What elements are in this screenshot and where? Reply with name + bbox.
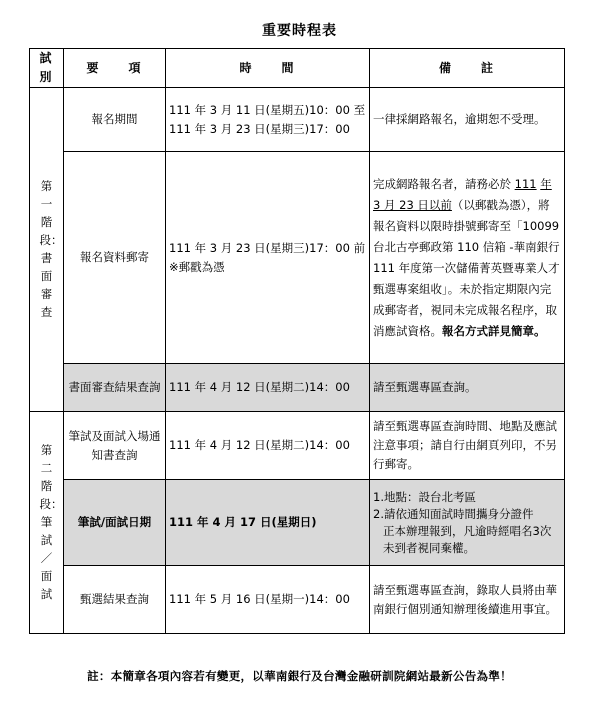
note-cell: 請至甄選專區查詢，錄取人員將由華南銀行個別通知辦理後續進用事宜。 (370, 566, 565, 634)
stage-two-cell (30, 412, 64, 634)
note-line: 1.地點：設台北考區 (373, 489, 476, 504)
time-cell (166, 88, 370, 152)
item-cell: 筆試及面試入場通知書查詢 (64, 412, 166, 480)
note-cell (370, 480, 565, 566)
note-line: 未到者視同棄權。 (383, 540, 475, 555)
note-text: 完成網路報名者，請務必於 (373, 176, 515, 191)
time-line: 111 年 3 月 23 日(星期三)17：00 前 (169, 240, 366, 255)
note-cell: 一律採網路報名，逾期恕不受理。 (370, 88, 565, 152)
table-row (30, 480, 565, 566)
header-row (30, 49, 565, 88)
time-cell: 111 年 4 月 12 日(星期二)14：00 (166, 412, 370, 480)
stage-one-cell (30, 88, 64, 412)
stage-one-label: 第一階段：書面審查 (39, 179, 63, 319)
note-text: （以郵戳為憑），將報名資料以限時掛號郵寄至「10099 台北古亭郵政第 110 信箱 -華南銀行 111 年度第一次儲備菁英暨專業人才甄選專案組收」。未於指定期限內完成郵寄者，視同未完成報名程序，取消應試資格。 (373, 197, 560, 338)
header-time: 時 間 (166, 49, 370, 88)
time-cell: 111 年 5 月 16 日(星期一)14：00 (166, 566, 370, 634)
note-cell (370, 152, 565, 364)
table-row (30, 152, 565, 364)
table-row (30, 88, 565, 152)
schedule-table (29, 48, 565, 634)
table-row (30, 364, 565, 412)
note-line: 正本辦理報到，凡逾時經唱名3次 (383, 523, 552, 538)
footer-note: 註：本簡章各項內容若有變更，以華南銀行及台灣金融研訓院網站最新公告為準！ (87, 669, 512, 683)
header-note: 備 註 (370, 49, 565, 88)
time-cell: 111 年 4 月 12 日(星期二)14：00 (166, 364, 370, 412)
time-line: ※郵戳為憑 (169, 259, 225, 274)
table-row (30, 412, 565, 480)
time-line: 111 年 3 月 23 日(星期三)17：00 (169, 121, 350, 136)
page-title: 重要時程表 (262, 23, 337, 39)
deadline-date: 年 3 月 23 日以前 (373, 176, 552, 212)
item-cell: 報名資料郵寄 (64, 152, 166, 364)
deadline-year: 111 (514, 176, 537, 191)
item-cell: 書面審查結果查詢 (64, 364, 166, 412)
note-bold: 報名方式詳見簡章。 (442, 323, 546, 338)
header-stage: 試別 (30, 49, 64, 88)
note-line: 2.請依通知面試時間攜身分證件 (373, 506, 534, 521)
time-cell (166, 152, 370, 364)
table-row (30, 566, 565, 634)
time-line: 111 年 3 月 11 日(星期五)10：00 至 (169, 102, 366, 117)
stage-two-label: 第二階段：筆試／面試 (39, 443, 63, 601)
note-cell: 請至甄選專區查詢。 (370, 364, 565, 412)
note-cell: 請至甄選專區查詢時間、地點及應試注意事項；請自行由網頁列印，不另行郵寄。 (370, 412, 565, 480)
time-cell: 111 年 4 月 17 日(星期日) (166, 480, 370, 566)
item-cell: 甄選結果查詢 (64, 566, 166, 634)
header-item: 要 項 (64, 49, 166, 88)
item-cell: 筆試/面試日期 (64, 480, 166, 566)
item-cell: 報名期間 (64, 88, 166, 152)
